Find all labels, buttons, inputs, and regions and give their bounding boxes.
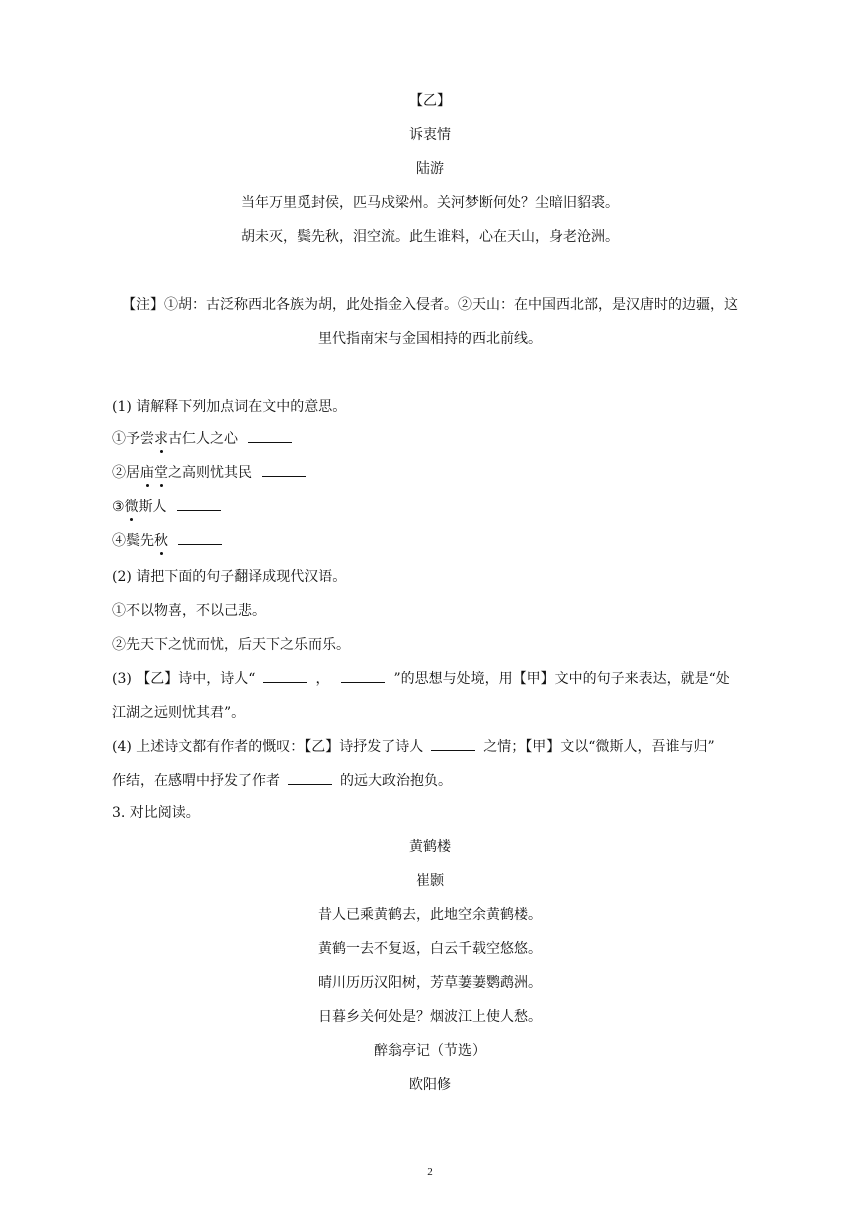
poem-yi-title: 诉衷情 [409,127,451,143]
note-line-2: 里代指南宋与金国相持的西北前线。 [318,331,542,347]
q1-item-3: ③微斯人 [112,496,221,516]
zwtj-title: 醉翁亭记（节选） [374,1043,486,1059]
q2-sentence-1: ①不以物喜，不以己悲。 [112,603,266,619]
note-line-1: 【注】①胡：古泛称西北各族为胡，此处指金入侵者。②天山：在中国西北部，是汉唐时的边疆，这 [122,297,738,313]
q1-item-2: ②居庙堂之高则忧其民 [112,462,306,482]
q2-stem: (2) 请把下面的句子翻译成现代汉语。 [112,569,347,585]
answer-blank[interactable] [178,530,222,545]
q4-line-2: 作结，在感喟中抒发了作者 的远大政治抱负。 [112,770,452,790]
dotted-char: 庙 [140,462,154,482]
page-number: 2 [427,1166,433,1178]
dotted-char: 微 [125,496,139,516]
poem-hhl-line-2: 黄鹤一去不复返，白云千载空悠悠。 [318,941,542,957]
answer-blank[interactable] [263,668,307,683]
poem-hhl-line-4: 日暮乡关何处是？烟波江上使人愁。 [318,1009,542,1025]
poem-yi-line-1: 当年万里觅封侯，匹马戍梁州。关河梦断何处？尘暗旧貂裘。 [241,195,619,211]
answer-blank[interactable] [248,428,292,443]
answer-blank[interactable] [262,462,306,477]
answer-blank[interactable] [341,668,385,683]
poem-yi-line-2: 胡未灭，鬓先秋，泪空流。此生谁料，心在天山，身老沧洲。 [241,229,619,245]
poem-hhl-line-1: 昔人已乘黄鹤去，此地空余黄鹤楼。 [318,907,542,923]
answer-blank[interactable] [431,736,475,751]
q1-item-1: ①予尝求古仁人之心 [112,428,292,448]
q2-sentence-2: ②先天下之忧而忧，后天下之乐而乐。 [112,637,350,653]
zwtj-author: 欧阳修 [409,1077,451,1093]
poem-hhl-title: 黄鹤楼 [409,839,451,855]
answer-blank[interactable] [177,496,221,511]
poem-hhl-author: 崔颢 [416,873,444,889]
q1-item-4: ④鬓先秋 [112,530,222,550]
dotted-char: 秋 [154,530,168,550]
dotted-char: 求 [154,428,168,448]
dotted-char: 堂 [154,462,168,482]
poem-hhl-line-3: 晴川历历汉阳树，芳草萋萋鹦鹉洲。 [318,975,542,991]
q4-line-1: (4) 上述诗文都有作者的慨叹：【乙】诗抒发了诗人 之情；【甲】文以“微斯人，吾谁与归” [112,736,715,756]
q1-stem: (1) 请解释下列加点词在文中的意思。 [112,399,347,415]
q3-line-2: 江湖之远则忧其君”。 [112,705,246,721]
q3-line-1: (3) 【乙】诗中，诗人“ ， ”的思想与处境，用【甲】文中的句子来表达，就是“处 [112,668,730,688]
section-3-label: 3. 对比阅读。 [112,805,200,821]
answer-blank[interactable] [288,770,332,785]
poem-yi-tag: 【乙】 [409,93,451,109]
poem-yi-author: 陆游 [416,161,444,177]
